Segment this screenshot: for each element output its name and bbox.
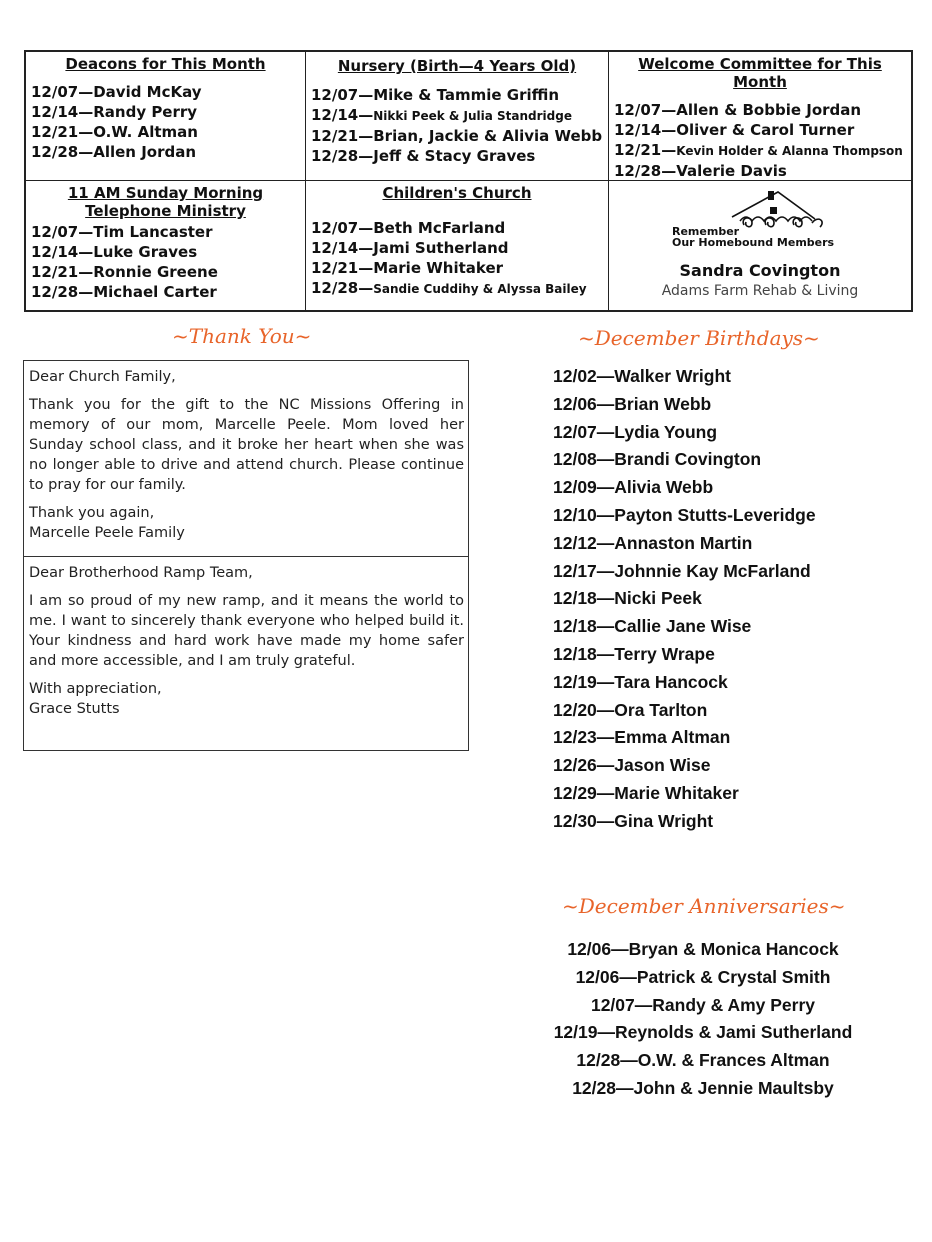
list-item: 12/21—O.W. Altman: [31, 123, 198, 141]
list-item: [311, 126, 608, 146]
list-item: 12/21—Ronnie Greene: [31, 263, 218, 281]
nursery-cell: [306, 52, 608, 180]
duty-date: 12/07—: [311, 86, 374, 104]
list-item: [311, 85, 608, 105]
duty-date: 12/21—: [614, 141, 677, 159]
note-closing: With appreciation,: [29, 681, 162, 697]
list-item: 12/06—Patrick & Crystal Smith: [575, 966, 831, 987]
duty-names: Mike & Tammie Griffin: [373, 86, 560, 104]
welcome-cell: [609, 52, 911, 180]
deacons-list: [26, 82, 305, 162]
deacons-title: Deacons for This Month: [65, 55, 266, 73]
list-item: 12/10—Payton Stutts-Leveridge: [553, 504, 816, 525]
list-item: [311, 278, 608, 299]
list-item: 12/28—John & Jennie Maultsby: [572, 1077, 834, 1098]
list-item: [614, 161, 911, 180]
duty-names: Jeff & Stacy Graves: [373, 147, 536, 165]
nursery-title: Nursery (Birth—4 Years Old): [337, 57, 577, 75]
list-item: [614, 120, 911, 140]
ministry-schedule-grid: [24, 50, 913, 312]
duty-names: Jami Sutherland: [373, 239, 509, 257]
list-item: 12/23—Emma Altman: [553, 727, 731, 748]
note-closing: Thank you again,: [29, 505, 155, 521]
note-signature: Grace Stutts: [29, 701, 120, 717]
list-item: 12/07—Lydia Young: [553, 421, 718, 442]
list-item: 12/18—Callie Jane Wise: [553, 616, 752, 637]
thank-you-note-1: [24, 361, 468, 551]
list-item: [614, 100, 911, 120]
duty-names: Valerie Davis: [676, 162, 787, 180]
homebound-member-name: Sandra Covington: [679, 261, 841, 280]
telephone-title-line1: 11 AM Sunday Morning: [67, 184, 264, 202]
list-item: 12/18—Terry Wrape: [553, 643, 715, 664]
list-item: 12/14—Randy Perry: [31, 103, 198, 121]
list-item: 12/07—David McKay: [31, 83, 202, 101]
list-item: 12/17—Johnnie Kay McFarland: [553, 560, 811, 581]
list-item: [311, 105, 608, 126]
list-item: 12/29—Marie Whitaker: [553, 782, 739, 803]
list-item: [311, 258, 608, 278]
note-body: I am so proud of my new ramp, and it means the world to me. I want to sincerely thank everyone who helped build it. Your kindness and hard work have made my home safer and more accessible, and I am truly grateful.: [29, 593, 464, 669]
list-item: 12/28—Michael Carter: [31, 283, 217, 301]
duty-date: 12/14—: [311, 106, 374, 124]
homebound-cell: [609, 181, 911, 312]
list-item: 12/09—Alivia Webb: [553, 477, 714, 498]
note-greeting: Dear Brotherhood Ramp Team,: [29, 565, 253, 581]
thank-you-notes-box: [23, 360, 469, 751]
thank-you-heading: ~Thank You~: [172, 324, 312, 348]
list-item: 12/07—Tim Lancaster: [31, 223, 213, 241]
list-item: 12/20—Ora Tarlton: [553, 699, 708, 720]
list-item: 12/18—Nicki Peek: [553, 588, 702, 609]
duty-date: 12/21—: [311, 127, 374, 145]
list-item: [311, 218, 608, 238]
list-item: [311, 238, 608, 258]
note-body: Thank you for the gift to the NC Missions Offering in memory of our mom, Marcelle Peele. Mom loved her Sunday school class, and it broke her heart when she was no longer able to drive and attend church. Please continue to pray for our family.: [29, 397, 464, 493]
duty-date: 12/28—: [614, 162, 677, 180]
list-item: 12/12—Annaston Martin: [553, 532, 753, 553]
anniversaries-heading: ~December Anniversaries~: [562, 894, 846, 918]
duty-names: Sandie Cuddihy & Alyssa Bailey: [373, 282, 587, 296]
duty-names: Beth McFarland: [373, 219, 506, 237]
nursery-list: [306, 85, 608, 166]
list-item: [311, 146, 608, 166]
duty-date: 12/14—: [311, 239, 374, 257]
duty-names: Oliver & Carol Turner: [676, 121, 855, 139]
duty-names: Marie Whitaker: [373, 259, 504, 277]
duty-date: 12/28—: [311, 147, 374, 165]
duty-names: Allen & Bobbie Jordan: [676, 101, 862, 119]
anniversary-list: [503, 938, 903, 1105]
childrens-church-cell: [306, 181, 608, 312]
duty-names: Brian, Jackie & Alivia Webb: [373, 127, 603, 145]
welcome-list: [609, 100, 911, 180]
list-item: 12/07—Randy & Amy Perry: [590, 994, 816, 1015]
duty-date: 12/07—: [614, 101, 677, 119]
list-item: 12/28—O.W. & Frances Altman: [576, 1050, 830, 1071]
homebound-logo-line2: Our Homebound Members: [672, 236, 835, 249]
telephone-title-line2: Telephone Ministry: [85, 202, 246, 220]
deacons-cell: [26, 52, 305, 180]
thank-you-note-2: [24, 557, 468, 727]
list-item: 12/02—Walker Wright: [553, 366, 731, 386]
list-item: 12/14—Luke Graves: [31, 243, 198, 261]
list-item: 12/06—Bryan & Monica Hancock: [567, 939, 839, 959]
list-item: [614, 140, 911, 161]
duty-date: 12/28—: [311, 279, 374, 297]
childrens-list: [306, 218, 608, 299]
telephone-cell: [26, 181, 305, 312]
childrens-title: Children's Church: [382, 184, 532, 202]
birthday-list: [553, 365, 816, 838]
homebound-logo-line1: Remember: [672, 225, 740, 238]
duty-date: 12/21—: [311, 259, 374, 277]
telephone-list: [26, 222, 305, 302]
note-greeting: Dear Church Family,: [29, 369, 176, 385]
birthdays-heading: ~December Birthdays~: [578, 326, 820, 350]
list-item: 12/28—Allen Jordan: [31, 143, 197, 161]
duty-names: Kevin Holder & Alanna Thompson: [676, 144, 903, 158]
duty-date: 12/07—: [311, 219, 374, 237]
homebound-house-logo: [670, 187, 850, 249]
duty-date: 12/14—: [614, 121, 677, 139]
duty-names: Nikki Peek & Julia Standridge: [373, 109, 572, 123]
list-item: 12/26—Jason Wise: [553, 755, 711, 776]
note-signature: Marcelle Peele Family: [29, 525, 185, 541]
list-item: 12/06—Brian Webb: [553, 393, 712, 414]
list-item: 12/19—Reynolds & Jami Sutherland: [553, 1022, 853, 1043]
welcome-title: Welcome Committee for This Month: [638, 55, 882, 91]
homebound-member-place: Adams Farm Rehab & Living: [661, 283, 859, 299]
list-item: 12/08—Brandi Covington: [553, 449, 762, 470]
list-item: 12/30—Gina Wright: [553, 810, 714, 831]
list-item: 12/19—Tara Hancock: [553, 671, 728, 692]
